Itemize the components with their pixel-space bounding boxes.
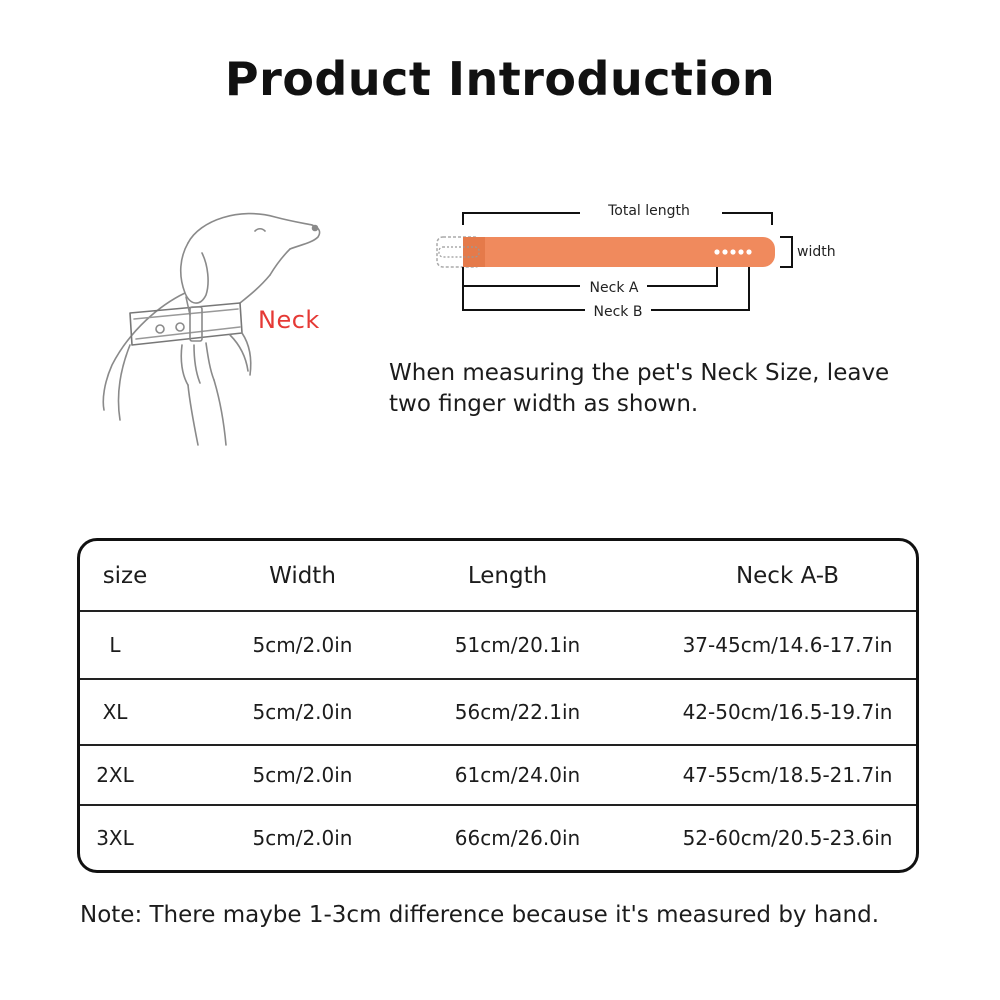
cell-size: XL	[102, 700, 128, 724]
cell-neck: 47-55cm/18.5-21.7in	[682, 763, 893, 787]
header-size: size	[102, 563, 148, 589]
cell-neck: 37-45cm/14.6-17.7in	[682, 633, 893, 657]
table-row	[80, 746, 916, 804]
width-label: width	[797, 244, 836, 260]
cell-width: 5cm/2.0in	[252, 633, 353, 657]
cell-neck: 52-60cm/20.5-23.6in	[682, 826, 893, 850]
cell-size: L	[109, 633, 121, 657]
measurement-note: Note: There maybe 1-3cm difference because it's measured by hand.	[80, 902, 880, 928]
cell-width: 5cm/2.0in	[252, 700, 353, 724]
cell-length: 56cm/22.1in	[454, 700, 581, 724]
cell-length: 51cm/20.1in	[454, 633, 581, 657]
header-length: Length	[467, 563, 548, 589]
total-length-label: Total length	[608, 203, 690, 219]
strap-body	[463, 237, 775, 267]
instruction-line-2: two finger width as shown.	[389, 391, 699, 417]
size-table	[77, 538, 919, 873]
cell-neck: 42-50cm/16.5-19.7in	[682, 700, 893, 724]
table-row	[80, 806, 916, 870]
measuring-instruction	[389, 358, 929, 420]
table-row	[80, 680, 916, 744]
neck-label: Neck	[258, 306, 320, 334]
header-width: Width	[269, 563, 336, 589]
neck-b-label: Neck B	[593, 304, 643, 320]
table-row	[80, 612, 916, 678]
page-title: Product Introduction	[224, 52, 776, 106]
cell-size: 3XL	[96, 826, 134, 850]
cell-width: 5cm/2.0in	[252, 826, 353, 850]
cell-size: 2XL	[96, 763, 134, 787]
cell-length: 66cm/26.0in	[454, 826, 581, 850]
instruction-line-1: When measuring the pet's Neck Size, leave	[389, 360, 890, 386]
strap-diagram	[425, 195, 865, 330]
table-header-row	[80, 541, 916, 611]
cell-width: 5cm/2.0in	[252, 763, 353, 787]
neck-a-label: Neck A	[589, 280, 639, 296]
header-neck: Neck A-B	[735, 563, 840, 589]
cell-length: 61cm/24.0in	[454, 763, 581, 787]
